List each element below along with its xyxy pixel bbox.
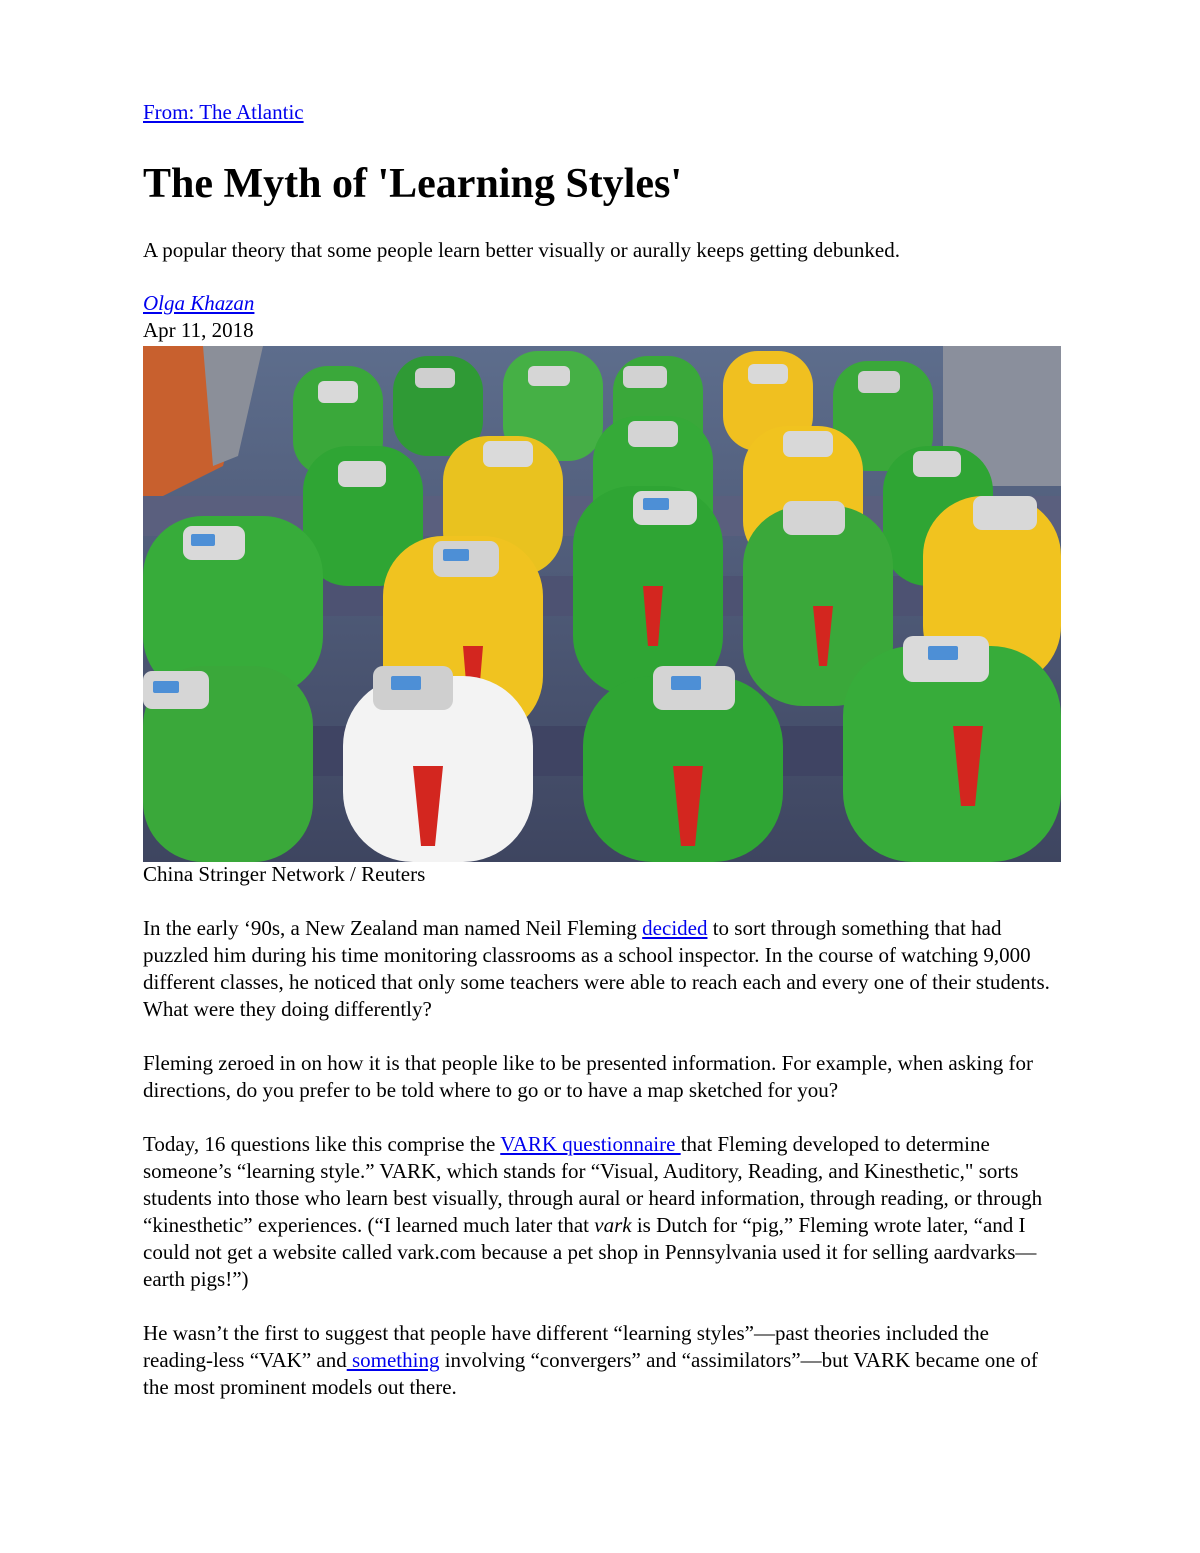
paragraph-text: In the early ‘90s, a New Zealand man named Neil Fleming xyxy=(143,916,643,940)
paragraph-text: Today, 16 questions like this comprise the xyxy=(143,1132,501,1156)
paragraph-3 xyxy=(143,1131,1063,1293)
article-photo xyxy=(143,346,1061,862)
article-subtitle: A popular theory that some people learn better visually or aurally keeps getting debunked. xyxy=(143,238,900,262)
paragraph-1 xyxy=(143,915,1063,1023)
something-link[interactable]: something xyxy=(346,1348,440,1372)
paragraph-2: Fleming zeroed in on how it is that people like to be presented information. For example, when asking for directions, do you prefer to be told where to go or to have a map sketched for you? xyxy=(143,1051,1033,1102)
image-credit: China Stringer Network / Reuters xyxy=(143,862,426,886)
publish-date: Apr 11, 2018 xyxy=(143,318,254,342)
emphasis-text: vark xyxy=(594,1213,632,1237)
paragraph-text: He wasn’t the first to suggest that people have different “learning styles”—past theories included the reading-less “VAK” and xyxy=(143,1321,989,1372)
paragraph-text: involving “convergers” and “assimilators”—but VARK became one of the most prominent models out there. xyxy=(143,1348,1038,1399)
article-body xyxy=(143,915,1063,1428)
vark-questionnaire-link[interactable]: VARK questionnaire xyxy=(500,1132,681,1156)
paragraph-text: to sort through something that had puzzled him during his time monitoring classrooms as a school inspector. In the course of watching 9,000 different classes, he noticed that only some teachers were able to reach each and every one of their students. What were they doing differently? xyxy=(143,916,1050,1021)
author-link[interactable]: Olga Khazan xyxy=(143,291,255,315)
photo-illustration xyxy=(143,346,1061,862)
paragraph-text: that Fleming developed to determine someone’s “learning style.” VARK, which stands for “Visual, Auditory, Reading, and Kinesthetic," sorts students into those who learn best visually, through aural or heard information, through reading, or through “kinesthetic” experiences. (“I learned much later that xyxy=(143,1132,1043,1237)
article-title: The Myth of 'Learning Styles' xyxy=(143,161,683,207)
paragraph-4 xyxy=(143,1320,1063,1401)
decided-link[interactable]: decided xyxy=(642,916,708,940)
paragraph-text: is Dutch for “pig,” Fleming wrote later, “and I could not get a website called vark.com because a pet shop in Pennsylvania used it for selling aardvarks—earth pigs!”) xyxy=(143,1213,1037,1291)
source-link[interactable]: From: The Atlantic xyxy=(143,100,304,124)
